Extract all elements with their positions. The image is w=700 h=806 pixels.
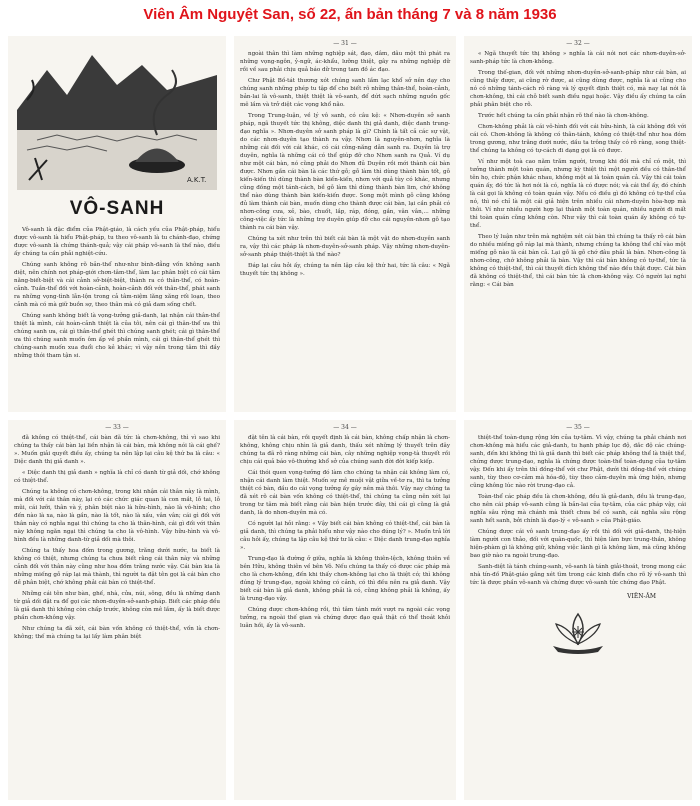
page-number: — 31 — [333, 40, 357, 47]
paragraph: Như chúng ta đã xét, cái bàn vốn không có thiệt-thể, vốn là chơn-không; thế mà chúng ta lại lấy làm phân biệt [14, 626, 220, 640]
page-31-body [240, 50, 450, 278]
page-35-body [470, 434, 686, 587]
paragraph: « Diệc danh thị giả danh » nghĩa là chỉ có danh từ giả dối, chớ không có thiệt-thể. [14, 470, 220, 484]
paragraph: đặt tên là cái bàn, rồi quyết định là cái bàn, không chấp nhận là chơn-không, không chịu nhìn là giả danh, thấu xét những lý thuyết trên đây chúng ta đã rõ ràng những cái bàn, cây những nghiệp vọng-tà thuyết rồi chịu cái quả báo vô-thường khổ sở của chúng sanh đời đời kiếp kiếp. [240, 435, 450, 465]
paragraph: đã không có thiệt-thể, cái bàn đã tức là chơn-không, thì vì sao khi chúng ta thấy cái bàn lại liền nhận là cái bàn, mà không nói là cái ghế? ». Muốn giải quyết điều ấy, chúng ta nên lập lại câu kệ thứ ba là câu: « Diệc danh thị giả danh ». [14, 435, 220, 465]
paragraph: Cái thói quen vọng-tưởng đó làm cho chúng ta nhận cái không làm có, nhận cái danh làm thiệt. Muốn sự mê muội vật giữa về-tơ ra, thì ta tưởng thiệt có bàn, đầu do cái vọng tưởng ấy gây nên mà thôi. Vậy nay chúng ta đã xét rõ cái bàn vốn không có thiệt-thể, thì chúng ta cũng nên xét lại trong tư tâm mà biết rằng cái bàn hiện trước đây, thì cái gì cũng là giả danh, là do nhơn-duyên mà có. [240, 470, 450, 516]
paragraph: Toàn-thể các pháp đều là chơn-không, đều là giả-danh, đều là trung-đạo, cho nên cái pháp vô-sanh cũng là bản-lai của tự-tâm, của các pháp vậy, cái nghĩa sâu rộng mà chánh mà thiết chưa bề có sanh, cái nghĩa sâu rộng sanh hết sanh, bởi chính là đạo-lý « vô-sanh » của Phật-giáo. [470, 494, 686, 524]
author-signature: VIÊN-ÂM [627, 593, 656, 600]
paragraph: Chúng ta thấy hoa đốm trong gương, trăng dưới nước, ta biết là không có thiệt, nhưng chúng ta chưa biết rằng cái thân này và những cảnh đối với thân này cũng như hoa đốm trăng nước vậy. Cái bàn kia là những miếng gỗ ráp lại mà thành, thì người ta đặt tên gọi là cái bàn cho dễ phân biệt, chớ không phải cái bàn có thiệt-thể. [14, 548, 220, 586]
paragraph: Vô-sanh là đặc điểm của Phật-giáo, là cách yếu của Phật-pháp, hiểu được vô-sanh là hiểu Phật-pháp, tu theo vô-sanh là tu chánh-đạo, chứng được vô-sanh là chứng thánh-quả; vậy cái pháp vô-sanh là thế nào, điều ấy chúng ta cần phải nghiệt-cứu. [14, 227, 220, 257]
paragraph: Đáp lại câu hỏi ấy, chúng ta nên lập câu kệ thứ hai, tức là câu: « Ngã thuyết tức thị không ». [240, 263, 450, 277]
paragraph: Trong thế-gian, đối với những nhơn-duyên-sở-sanh-pháp như cái bàn, ai cũng thấy được, ai cũng rờ được, ai cũng dùng được, nghĩa là ai cũng cho nó có những tánh-cách rõ ràng và lý quyết định thiệt có, mà nay lại nói là chơn-không, thì cái chỗ biết sanh điều ngại hoặc. Vậy điều ấy chúng ta cần phải phân biệt cho rõ. [470, 70, 686, 108]
page-34 [234, 420, 456, 800]
page-30-body [14, 226, 220, 360]
paragraph: Sanh-diệt là tánh chúng-sanh, vô-sanh là tánh giải-thoát, trong mong các nhà tín-đồ Phật-giáo gắng xét tìm trong các kinh điển cho rõ lý vô-sanh thì tức là được phần vô-sanh và chứng được vô-sanh tức chứng đạo Phật. [470, 564, 686, 586]
paragraph: Chư Phật Bồ-tát thương xót chúng sanh lầm lạc khổ sở nên dạy cho chúng sanh những phép tu tập để cho biết rõ những thân-thể, hoàn-cảnh, bản-lai là vô-sanh, thiệt thiệt là vô-sanh, để dứt sạch những nguồn gốc mê lầm và trở diệt các vọng khổ não. [240, 78, 450, 108]
paragraph: Trung-đạo là đường ở giữa, nghĩa là không thiên-lệch, không thiên về bên Hữu, không thiên về bên Vô. Nếu chúng ta thấy có được các pháp mà cho là chơn-không, đến khi thấy chơn-không lại cho là thiệt có; thì không đúng lý trung-đạo, ngoài không có cảnh, có thì đều nên ra giả danh. Vậy biết cái bàn là giả danh, không phải là có, cũng không phải là không, ấy là trung-đạo vậy. [240, 556, 450, 602]
page-32-body [470, 50, 686, 289]
lotus-emblem-icon [548, 606, 608, 656]
illustration-caption: A.K.T. [187, 176, 207, 184]
paragraph: Theo lý luận như trên mà nghiệm xét cái bàn thì chúng ta thấy rõ cái bàn do nhiều miếng gỗ ráp lại mà thành, nhưng chúng ta không thể chỉ vào một miếng gỗ nào là cái bàn cả. Lại gỗ là gỗ chớ đâu phải là bàn. Nhơn-công là nhơn-công, chớ không phải là bàn. Vậy thì cái bàn không có tự-thể, tức là không có thiệt-thể, thì cái thuyết đích không thể nào đều thật được. Cái bàn đã không có thiệt-thể, thì cái bàn tức là chơn-không vậy. Có người lại nghi rằng: « Cái bàn [470, 234, 686, 288]
paragraph: Có người lại hỏi rằng: « Vậy biết cái bàn không có thiệt-thể, cái bàn là giả danh, thì chúng ta phải hiểu như vậy nào cho đúng lý? ». Muốn trả lời câu hỏi ấy, chúng ta lập câu kệ thứ tư là câu: « Diệc danh trung-đạo nghĩa ». [240, 521, 450, 551]
page-number: — 33 — [105, 424, 129, 431]
page-header-title: Viên Âm Nguyệt San, số 22, ấn bản tháng 7 và 8 năm 1936 [143, 6, 557, 23]
paragraph: Chúng ta không có chơn-không, trong khi nhận cái thân này là mình, mà đối với cái thân này, lại có các chức giác quan là con mắt, lỗ tai, lỗ mũi, cái lưỡi, thân và ý, phân biệt nào là hữu-hình, nào là vô-hình; cho đến nào là xa, nào là gần, nào là tốt, nào là xấu, vân vân; cái gì đối với thân này có nghĩa ngại thì chúng ta cho là thân-hình, cái gì đối với thân này không ngăn ngại thì chúng ta cho là vô-hình. Vậy hữu-hình và vô-hình đều là những danh-từ giả dối mà thôi. [14, 489, 220, 543]
page-30 [8, 36, 226, 412]
paragraph: Trong Trung-luận, về lý vô sanh, có câu kệ: « Nhơn-duyên sở sanh pháp, ngã thuyết tức thị không, diệc danh thị giả danh, diệc danh trung-đạo nghĩa ». Nhơn-duyên sở sanh pháp là gì? Chính là tất cả các sự vật, do các nhơn-duyên tạo thành ra vậy. Nhơn là nguyên-nhơn, nghĩa là những cái đối với cái khác, có cái công-năng dẫn sanh ra. Duyên là trợ duyên, nghĩa là những cái có thể giúp đỡ cho Nhơn sanh ra Quả. Ví dụ như một cái bàn, nó cũng phải do Nhơn đủ Duyên rồi mới thành cái bàn được. Nhơn gần cái bàn là các thứ gỗ; gỗ làm thì dùng thành bàn tốt, gỗ kiến-kiến thì dùng thành bàn kiến-kiến, nhơn với quả tùy có khác, nhưng cũng đồng một tánh-cách, bề gỗ làm thì dùng thành bàn lim, chớ không thể nào dùng thành bàn kiến-kiến được. Song một mình gỗ cũng không đủ làm thành cái bàn, muốn dùng cho thành được cái bàn, lại cần phải có nhơn-công cưa, xẻ, bào, chuốt, lắp, ráp, đóng, gắn, vân vân,... những công-việc ấy tức là những trợ duyên giúp đỡ cho cái nguyên-nhơn gỗ tạo thành ra cái bàn vậy. [240, 113, 450, 231]
page-33 [8, 420, 226, 800]
article-title: VÔ-SANH [69, 198, 165, 219]
paragraph: Chúng được cái vô sanh trung-đạo ấy rồi thì đối với giả-danh, thị-hiện làm người con thảo, đối với quân-quốc, thì hiện làm bực trung-thần, không hiện-phàm gì là không giữ, không việc lành gì là không làm, mà cũng không bao giờ nào ra ngoài trung-đạo. [470, 529, 686, 559]
paragraph: thiệt-thể toàn-dụng rộng lớn của tự-tâm. Vì vậy, chúng ta phải chánh nơi chơn-không mà hiểu các giả-danh, tu hạnh pháp lục độ, dắc độ các chúng-sanh, đến khi không thì là giả danh thì biết các pháp không thể là thiệt thể, chứng được trung-đạo, nghĩa là chứng được toàn-thể toàn-dụng của tự-tâm vậy. Đến khi ấy trên thì đồng-thể với chư Phật, dưới thì đồng-thể với chúng sanh, tùy theo cơ-cảm mà hóa-độ, tùy theo cảm-duyên mà ứng hiện, nhưng cũng không lúc nào rời trung-đạo cả. [470, 435, 686, 489]
page-31 [234, 36, 456, 412]
landscape-illustration [17, 40, 217, 190]
paragraph: Chúng ta xét như trên thì biết cái bàn là một vật do nhơn-duyên sanh ra, vậy thì các pháp là nhơn-duyên-sở-sanh pháp. Vậy những nhơn-duyên-sở-sanh pháp thiệt-thiệt là thế nào? [240, 236, 450, 258]
paragraph: Ví như một toà cao năm trăm người, trong khi đói mà chỉ có một, thì tưởng thành một toàn quán, nhưng kỳ thiệt thì một người đều có thân-thể tên họ, chức phận khác nhau, không một ai là toàn quán cả. Vậy thì cái toàn quán ấy, đó tức là hơi nói là có, nghĩa là có được nói; và cái thể ấy, đó chính là cái gọi là không có toàn quán vậy. Nếu có điều gì đó không có tự-thể của nó, thì nó chỉ là một cái giả hiện trên nhiều cái nhơn-duyên hòa-hợp mà thôi. Ví như nhiều người hợp lại thành một toàn quán, nhiều người đi mất thì toàn quán cũng không còn. Như vậy thì cái toàn quán ấy không có tự-thể. [470, 159, 686, 229]
paragraph: Chúng sanh không biết là vọng-tưởng giả-danh, lại nhận cái thân-thể thiệt là mình, cái hoàn-cảnh thiệt là của tôi, nên cái gì thân-thể ưa thì chúng sanh ưa, cái gì thân-thể ghét thì chúng sanh ghét; cái gì thân-thể ưa thì chúng sanh muốn ôm ấp về phần mình, cái gì thân-thể ghét thì chúng-sanh muốn xua đuổi cho kẻ khác; vì vậy nên trong tâm thì đầy những thói tham tận si. [14, 313, 220, 359]
page-34-body [240, 434, 450, 630]
paragraph: Chơn-không phải là cái vô-hình đối với cái hữu-hình, là cái không đối với cái có. Chơn-không là không có thân-tánh, không có thiệt-thể như hoa đóm trong gương, như trăng dưới nước, dầu ta trông thấy có rõ ràng, song thiệt-thể chúng ta không có tự-cách đi dạng gọi là có được. [470, 124, 686, 154]
page-33-body [14, 434, 220, 641]
page-35 [464, 420, 692, 800]
page-32 [464, 36, 692, 412]
paragraph: « Ngã thuyết tức thị không » nghĩa là cái nói nơi các nhơn-duyên-sở-sanh-pháp tức là chơn-không. [470, 51, 686, 65]
paragraph: ngoài thân thì làm những nghiệp sát, đạo, dâm, dâu một thì phát ra những vọng-ngôn, ỷ-ngữ, ác-khẩu, lưỡng thiệt, gây ra những nghiệp dữ rồi về sau phải chịu quả báo dữ trong tam đồ ác đạo. [240, 51, 450, 73]
page-number: — 32 — [566, 40, 590, 47]
page-number: — 34 — [333, 424, 357, 431]
page-number: — 35 — [566, 424, 590, 431]
paragraph: Chúng được chơn-không rồi, thì tâm tánh mới vượt ra ngoài các vọng tưởng, ra ngoài thế gian và chứng được đạo quả thật có thể thoát khỏi luân hồi, ấy là vô-sanh. [240, 607, 450, 629]
paragraph: Trước hết chúng ta cần phải nhận rõ thế nào là chơn-không. [478, 113, 649, 119]
paragraph: Những cái tên như bàn, ghế, nhà, cửa, núi, sông, đều là những danh từ giả dối đặt ra để gọi các nhơn-duyên-sở-sanh-pháp. Biết các pháp đều là giả danh thì không còn chấp trước, không còn mê lầm, ấy là biết được phần chơn-không vậy. [14, 591, 220, 621]
paragraph: Chúng sanh không rõ bản-thể như-như bình-đẳng vốn không sanh diệt, nên chính nơi pháp-giới chơn-tâm-thể, làm lạc phân biệt có cái tâm năng-biết-biệt và cái cảnh sở-biệt-biệt, thành ra có thân-thể, có hoàn-cảnh. Tuần-thể đối với hoàn-cảnh, hoàn-cảnh đối với thân-thể, phát sanh ra những vọng-tình lẫn-lộn trong cả tâm-niệm lăng xăng rối loạn, theo cảnh mà có mà giữ buồn sợ, theo thân mà có giả dam sống chết. [14, 262, 220, 308]
